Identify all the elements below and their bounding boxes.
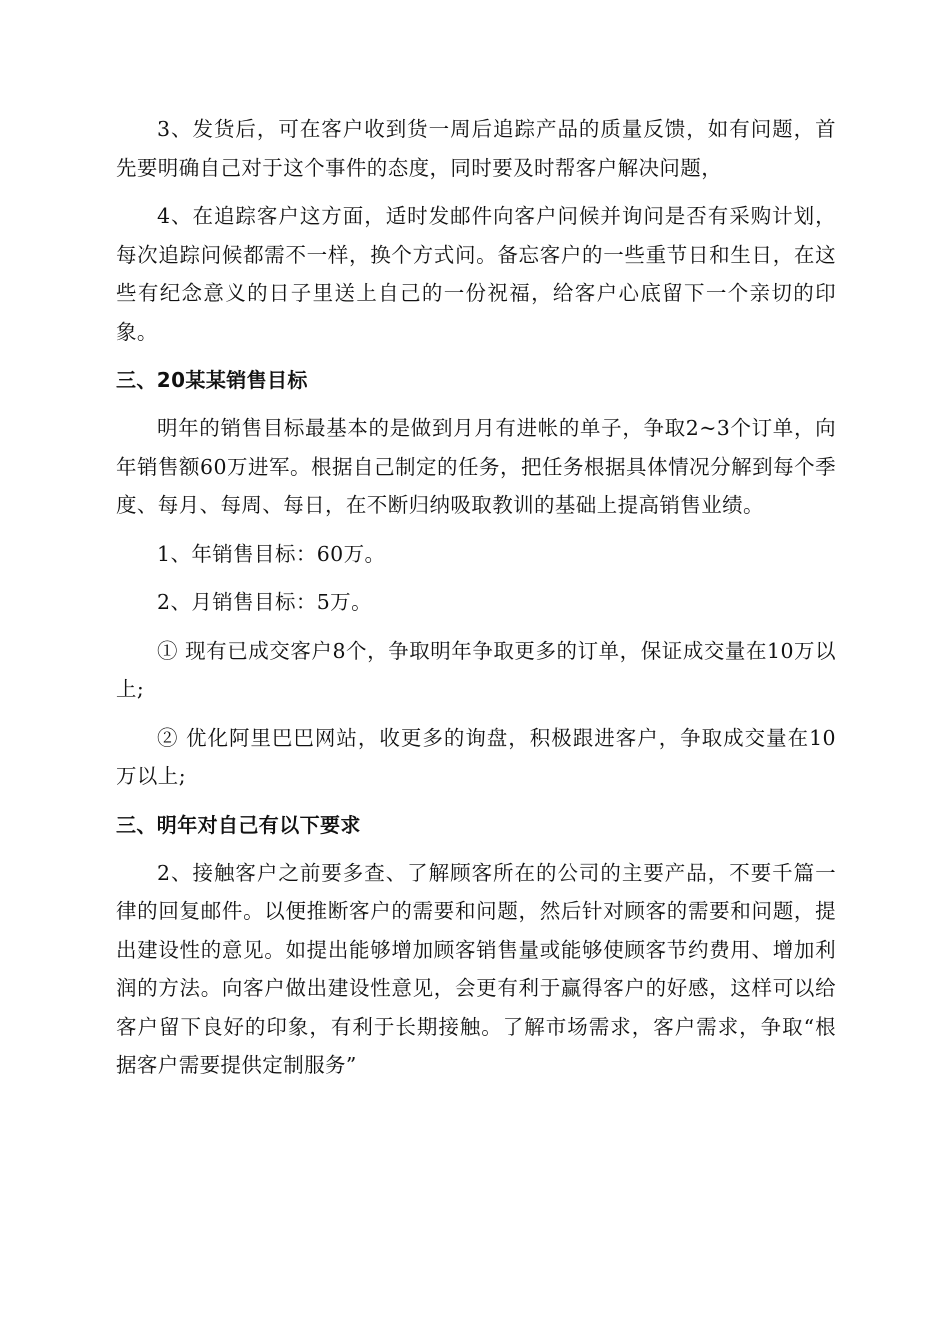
paragraph-item-3-shipping: 3、发货后，可在客户收到货一周后追踪产品的质量反馈，如有问题，首先要明确自己对于这个事件的态度，同时要及时帮客户解决问题， — [116, 117, 836, 180]
paragraph-alibaba: ② 优化阿里巴巴网站，收更多的询盘，积极跟进客户，争取成交量在10万以上; — [116, 725, 836, 788]
paragraph-monthly-target: 2、月销售目标：5万。 — [157, 590, 372, 614]
section-heading-self-requirements: 三、明年对自己有以下要求 — [116, 812, 361, 837]
paragraph-sales-target-intro: 明年的销售目标最基本的是做到月月有进帐的单子，争取2~3个订单，向年销售额60万进军。根据自己制定的任务，把任务根据具体情况分解到每个季度、每月、每周、每日，在不断归纳吸取教训的基础上提高销售业绩。 — [116, 416, 836, 517]
document-page — [116, 110, 836, 1095]
paragraph-requirement-2: 2、接触客户之前要多查、了解顾客所在的公司的主要产品，不要千篇一律的回复邮件。以便推断客户的需要和问题，然后针对顾客的需要和问题，提出建设性的意见。如提出能够增加顾客销售量或能够使顾客节约费用、增加利润的方法。向客户做出建设性意见，会更有利于赢得客户的好感，这样可以给客户留下良好的印象，有利于长期接触。了解市场需求，客户需求，争取“根据客户需要提供定制服务” — [116, 860, 836, 1077]
paragraph-item-4-followup: 4、在追踪客户这方面，适时发邮件向客户问候并询问是否有采购计划，每次追踪问候都需不一样，换个方式问。备忘客户的一些重节日和生日，在这些有纪念意义的日子里送上自己的一份祝福，给客户心底留下一个亲切的印象。 — [116, 204, 836, 344]
paragraph-existing-clients: ① 现有已成交客户8个，争取明年争取更多的订单，保证成交量在10万以上; — [116, 638, 836, 701]
paragraph-annual-target: 1、年销售目标：60万。 — [157, 541, 386, 566]
section-heading-sales-target: 三、20某某销售目标 — [116, 368, 308, 392]
